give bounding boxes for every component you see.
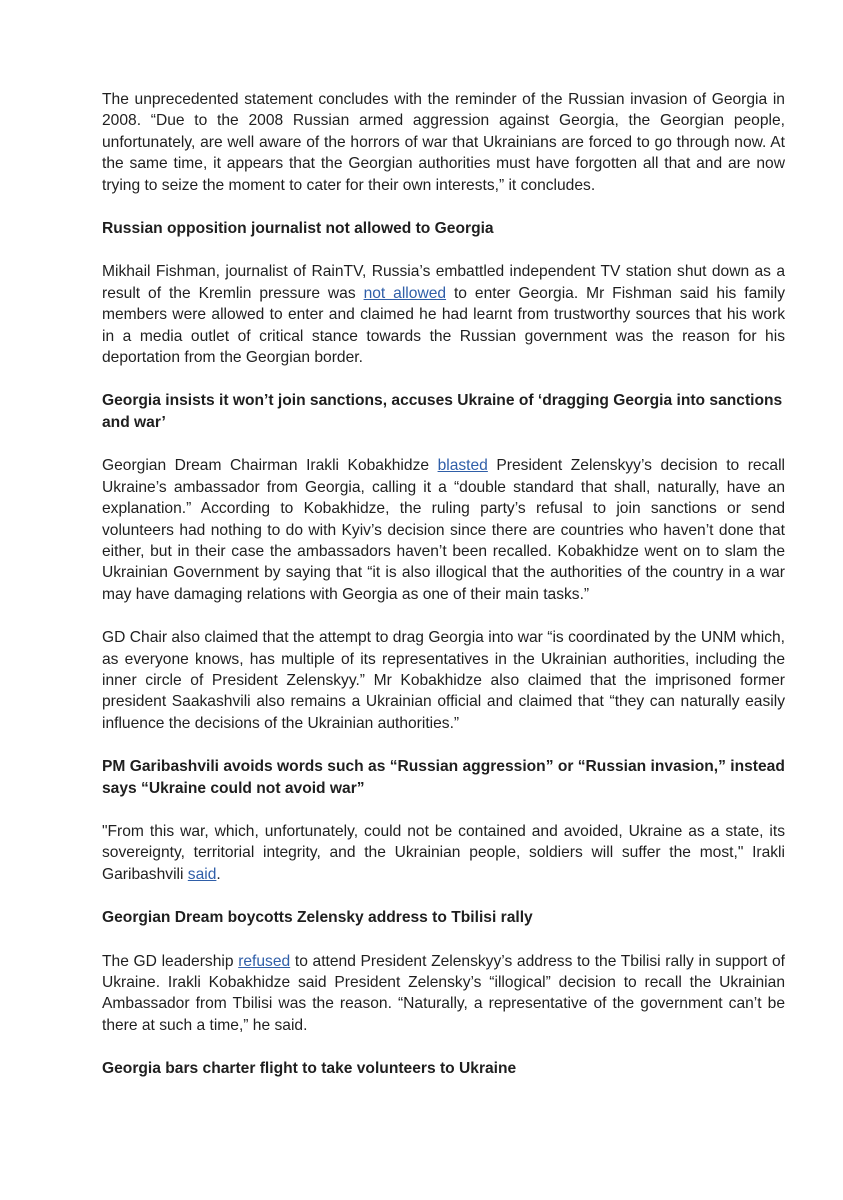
statement-paragraph: The unprecedented statement concludes with the reminder of the Russian invasion of Georgia in 2008. “Due to the 2008 Russian armed aggression against Georgia, the Georgian people, unfortunately, are well aware of the horrors of war that Ukrainians are forced to go through now. At the same time, it appears that the Georgian authorities must have forgotten all that and are now trying to seize the moment to cater for their own interests,” it concludes.: [102, 91, 785, 194]
sanctions-text-post: President Zelenskyy’s decision to recall Ukraine’s ambassador from Georgia, calling it a “double standard that shall, naturally, have an explanation.” According to Kobakhidze, the ruling party’s refusal to join sanctions or send volunteers had nothing to do with Kyiv’s decision since there are countries who haven’t done that either, but in their case the ambassadors haven’t been recalled. Kobakhidze went on to slam the Ukrainian Government by saying that “it is also illogical that the authorities of the country in a war may have damaging relations with Georgia as one of their main tasks.”: [102, 457, 785, 603]
garibashvili-text-pre: "From this war, which, unfortunately, could not be contained and avoided, Ukraine as a state, its sovereignty, territorial integrity, and the Ukrainian people, soldiers will suffer the most," Irakli Garibashvili: [102, 822, 785, 883]
refused-link[interactable]: refused: [238, 952, 291, 970]
sanctions-paragraph: [102, 455, 785, 605]
boycott-text-post: to attend President Zelenskyy’s address to the Tbilisi rally in support of Ukraine. Irakli Kobakhidze said President Zelensky’s “illogical” decision to recall the Ukrainian Ambassador from Tbilisi was the reason. “Naturally, a representative of the government can’t be there at such a time,” he said.: [102, 952, 785, 1034]
sanctions-text-pre: Georgian Dream Chairman Irakli Kobakhidze: [102, 457, 438, 475]
blasted-link[interactable]: blasted: [437, 457, 488, 475]
fishman-text-pre: Mikhail Fishman, journalist of RainTV, Russia’s embattled independent TV station shut down as a result of the Kremlin pressure was: [102, 263, 785, 302]
charter-heading: Georgia bars charter flight to take volunteers to Ukraine: [102, 1060, 517, 1078]
boycott-text-pre: The GD leadership: [102, 952, 239, 970]
garibashvili-text-post: .: [216, 865, 221, 883]
fishman-heading: Russian opposition journalist not allowed to Georgia: [102, 220, 494, 238]
fishman-paragraph: [102, 261, 785, 368]
garibashvili-heading: PM Garibashvili avoids words such as “Russian aggression” or “Russian invasion,” instead says “Ukraine could not avoid war”: [102, 758, 785, 797]
said-link[interactable]: said: [187, 865, 217, 883]
garibashvili-paragraph: [102, 821, 785, 885]
boycott-paragraph: [102, 951, 785, 1037]
sanctions-heading: Georgia insists it won’t join sanctions, accuses Ukraine of ‘dragging Georgia into sanctions and war’: [102, 392, 783, 431]
not-allowed-link[interactable]: not allowed: [363, 284, 447, 302]
fishman-text-post: to enter Georgia. Mr Fishman said his family members were allowed to enter and claimed he had learnt from trustworthy sources that his work in a media outlet of critical stance towards the Russian government was the reason for his deportation from the Georgian border.: [102, 284, 785, 367]
boycott-heading: Georgian Dream boycotts Zelensky address to Tbilisi rally: [102, 909, 533, 927]
gd-chair-paragraph: GD Chair also claimed that the attempt to drag Georgia into war “is coordinated by the UNM which, as everyone knows, has multiple of its representatives in the Ukrainian authorities, including the inner circle of President Zelenskyy.” Mr Kobakhidze also claimed that the imprisoned former president Saakashvili also remains a Ukrainian official and claimed that “they can naturally easily influence the decisions of the Ukrainian authorities.”: [102, 629, 785, 732]
